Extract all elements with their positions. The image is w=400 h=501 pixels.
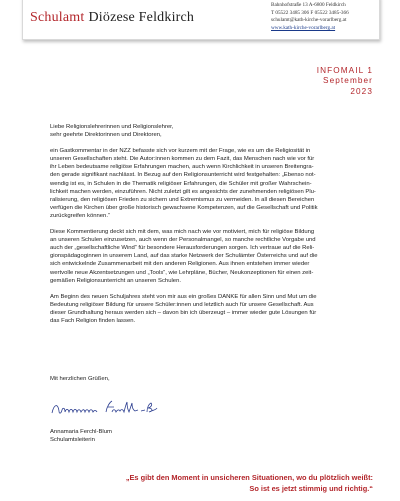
closing-quote xyxy=(126,472,373,494)
contact-email: schulamt@kath-kirche-vorarlberg.at xyxy=(271,17,347,24)
signer-name: Annamaria Ferchl-Blum xyxy=(50,429,112,435)
contact-website-link[interactable]: www.kath-kirche-vorarlberg.at xyxy=(271,24,336,31)
contact-phone-fax: T 05522 3485 306 F 05522 3485-366 xyxy=(271,9,349,16)
signer-block xyxy=(50,428,112,444)
issue-month: September xyxy=(323,76,373,86)
salutation-directors: sehr geehrte Direktorinnen und Direktoren, xyxy=(50,132,162,139)
issue-label: INFOMAIL 1 xyxy=(316,66,373,75)
paragraph-1: ein Gastkommentar in der NZZ befasste sich vor kurzem mit der Frage, wie es um die Religiosität in unseren Gesellschaften steht. Die Autor:innen kommen zu dem Fazit, das Menschen nach wie vor für ihr Leben bedeutsame religiöse Erfahrungen machen, auch wenn Kirchlichkeit in unseren Breitengra- den gerade signifikant nachlässt. In Bezug auf den Religionsunterricht wird festgehalten: „Ebenso not- wendig ist es, in Schulen in die Thematik religiöser Erfahrungen, die Schüler mit großer Wahrschein- lichkeit machen werden, einzuführen. Nicht zuletzt gilt es angesichts der zunehmenden religiösen Plu- ralisierung, den religiösen Frieden zu sichern und Extremismus zu vermeiden. In all diesen Bereichen verfügen die Kirchen über große historisch gewachsene Kompetenzen, auf die Gesellschaft und Politik zurückgreifen können.“ xyxy=(50,148,318,219)
contact-block xyxy=(271,2,381,32)
handwritten-signature xyxy=(50,398,170,420)
paragraph-3: Am Beginn des neuen Schuljahres steht von mir aus ein großes DANKE für allen Sinn und Mut um die Bedeutung religiöser Bildung für unsere Schüler:innen und letztlich auch für unsere Gesellschaft. Aus dieser Grundhaltung heraus werden sich – davon bin ich überzeugt – immer wieder gute Lösungen für das Fach Religion finden lassen. xyxy=(50,293,317,324)
diocese-name: Diözese Feldkirch xyxy=(88,10,195,25)
letter-body xyxy=(50,123,358,325)
issue-year: 2023 xyxy=(350,86,373,96)
quote-line-1: „Es gibt den Moment in unsicheren Situationen, wo du plötzlich weißt: xyxy=(125,473,373,482)
contact-address: Bahnhofstraße 13 A-6800 Feldkirch xyxy=(271,2,346,8)
salutation-teachers: Liebe Religionslehrerinnen und Religionslehrer, xyxy=(50,124,174,130)
org-name: Schulamt xyxy=(30,10,85,25)
issue-info xyxy=(317,66,373,97)
closing-greeting: Mit herzlichen Grüßen, xyxy=(50,376,110,382)
signer-role: Schulamtsleiterin xyxy=(50,437,95,444)
paragraph-2: Diese Kommentierung deckt sich mit dem, was mich nach wie vor motiviert, mich für religiöse Bildung an unseren Schulen einzusetzen, auch wenn der Personalmangel, so manche rechtliche Vorgabe und auch der „gesellschaftliche Wind“ für besondere Herausforderungen sorgen. Ich vertraue auf die Reli- gionspädagoginnen in unserem Land, auf das starke Netzwerk der Schulämter Österreichs und auf die sich entwickelnde Zusammenarbeit mit den anderen Religionen. Aus ihnen entstehen immer wieder wertvolle neue Akzentsetzungen und „Tools“, wie Lehrpläne, Bücher, Neukonzeptionen für einen zeit- gemäßen Religionsunterricht an unseren Schulen. xyxy=(50,229,318,284)
letterhead-title xyxy=(30,10,194,26)
letterhead xyxy=(0,0,400,42)
quote-line-2: So ist es jetzt stimmig und richtig.“ xyxy=(249,484,373,493)
